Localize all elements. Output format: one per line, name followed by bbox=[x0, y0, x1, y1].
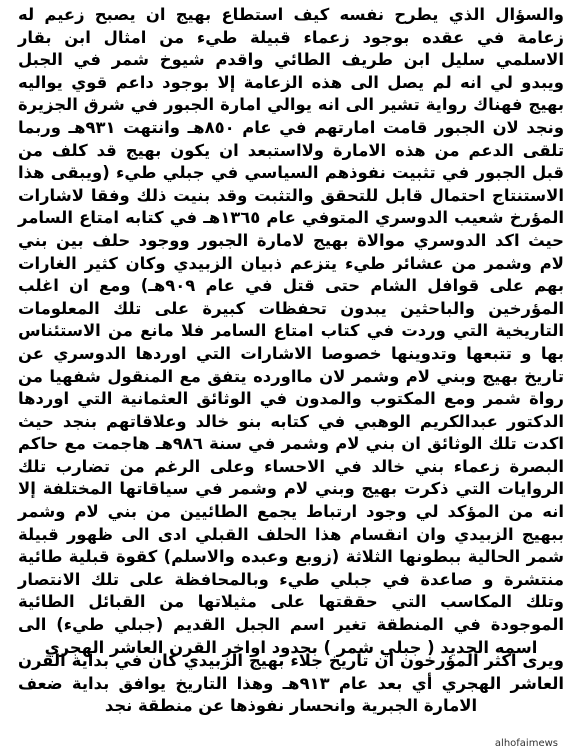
body-paragraph-2: ويرى اكثر المؤرخون ان تاريخ جلاء بهيج الزبيدي كان في بداية القرن العاشر الهجري أي بعد عام ٩١٣هـ وهذا التاريخ يوافق بداية ضعف الامارة الجبرية وانحسار نفوذها عن منطقة نجد bbox=[18, 651, 564, 716]
body-paragraph-1: والسؤال الذي يطرح نفسه كيف استطاع بهيج ان يصبح زعيم له زعامة في عقده بوجود زعماء قبيلة طيء من امثال ابن بقار الاسلمي سليل ابن طريف الطائي واقدم شيوخ شمر في الجبل ويبدو لي انه لم يصل الى هذه الزعامة إلا بوجود داعم قوي يواليه بهيج فهناك رواية تشير الى انه يوالي امارة الجبور في شرق الجزيرة ونجد لان الجبور قامت امارتهم في عام ٨٥٠هـ وانتهت ٩٣١هـ وربما تلقى الدعم من هذه الامارة ولااستبعد ان يكون بهيج قد كلف من قبل الجبور في تثبيت نفوذهم السياسي في جبلي طيء (ويبقى هذا الاستنتاج احتمال قابل للتحقق والتثبت وقد بنيت ذلك وفقا لاشارات المؤرخ شعيب الدوسري المتوفي عام ١٣٦٥هـ في كتابه امتاع السامر حيث اكد الدوسري موالاة بهيج لامارة الجبور ووجود حلف بين بني لام وشمر من عشائر طيء يتزعم ذبيان الزبيدي وكان كثير الغارات بهم على قوافل الشام حتى قتل في عام ٩٠٩هـ) ومع ان اغلب المؤرخين والباحثين يبدون تحفظات كبيرة على تلك المعلومات التاريخية التي وردت في كتاب امتاع السامر فلا مانع من الاستئناس بها و تتبعها وتدوينها خصوصا الاشارات التي اوردها الدوسري عن تاريخ بهيج وبني لام وشمر لان مااورده يتفق مع المنقول شفهيا من رواة شمر ومع المكتوب والمدون في الوثائق العثمانية التي اوردها الدكتور عبدالكريم الوهبي في كتابه بنو خالد وعلاقاتهم بنجد حيث اكدت تلك الوثائق ان بني لام وشمر في سنة ٩٨٦هـ هاجمت مع حاكم البصرة زعماء بني خالد في الاحساء وعلى الرغم من تضارب تلك الروايات التي ذكرت بهيج وبني لام وشمر في سياقاتها المختلفة إلا انه من المؤكد لي وجود ارتباط يجمع الطائيين من بني لام وشمر ببهيج الزبيدي وان انقسام هذا الحلف القبلي ادى الى ظهور قبيلة شمر الحالية ببطونها الثلاثة (زوبع وعبده والاسلم) كقوة قبلية طائية منتشرة و صاعدة في جبلي طيء وبالمحافظة على تلك الانتصار وتلك المكاسب التي حققتها على مثيلاتها من القبائل الطائية الموجودة في المنطقة تغير اسم الجبل القديم (جبلي طيء) الى اسمه الجديد ( جبلي شمر ) بحدود اواخر القرن العاشر الهجري bbox=[18, 5, 565, 657]
site-watermark: alhofaimews bbox=[494, 738, 558, 749]
